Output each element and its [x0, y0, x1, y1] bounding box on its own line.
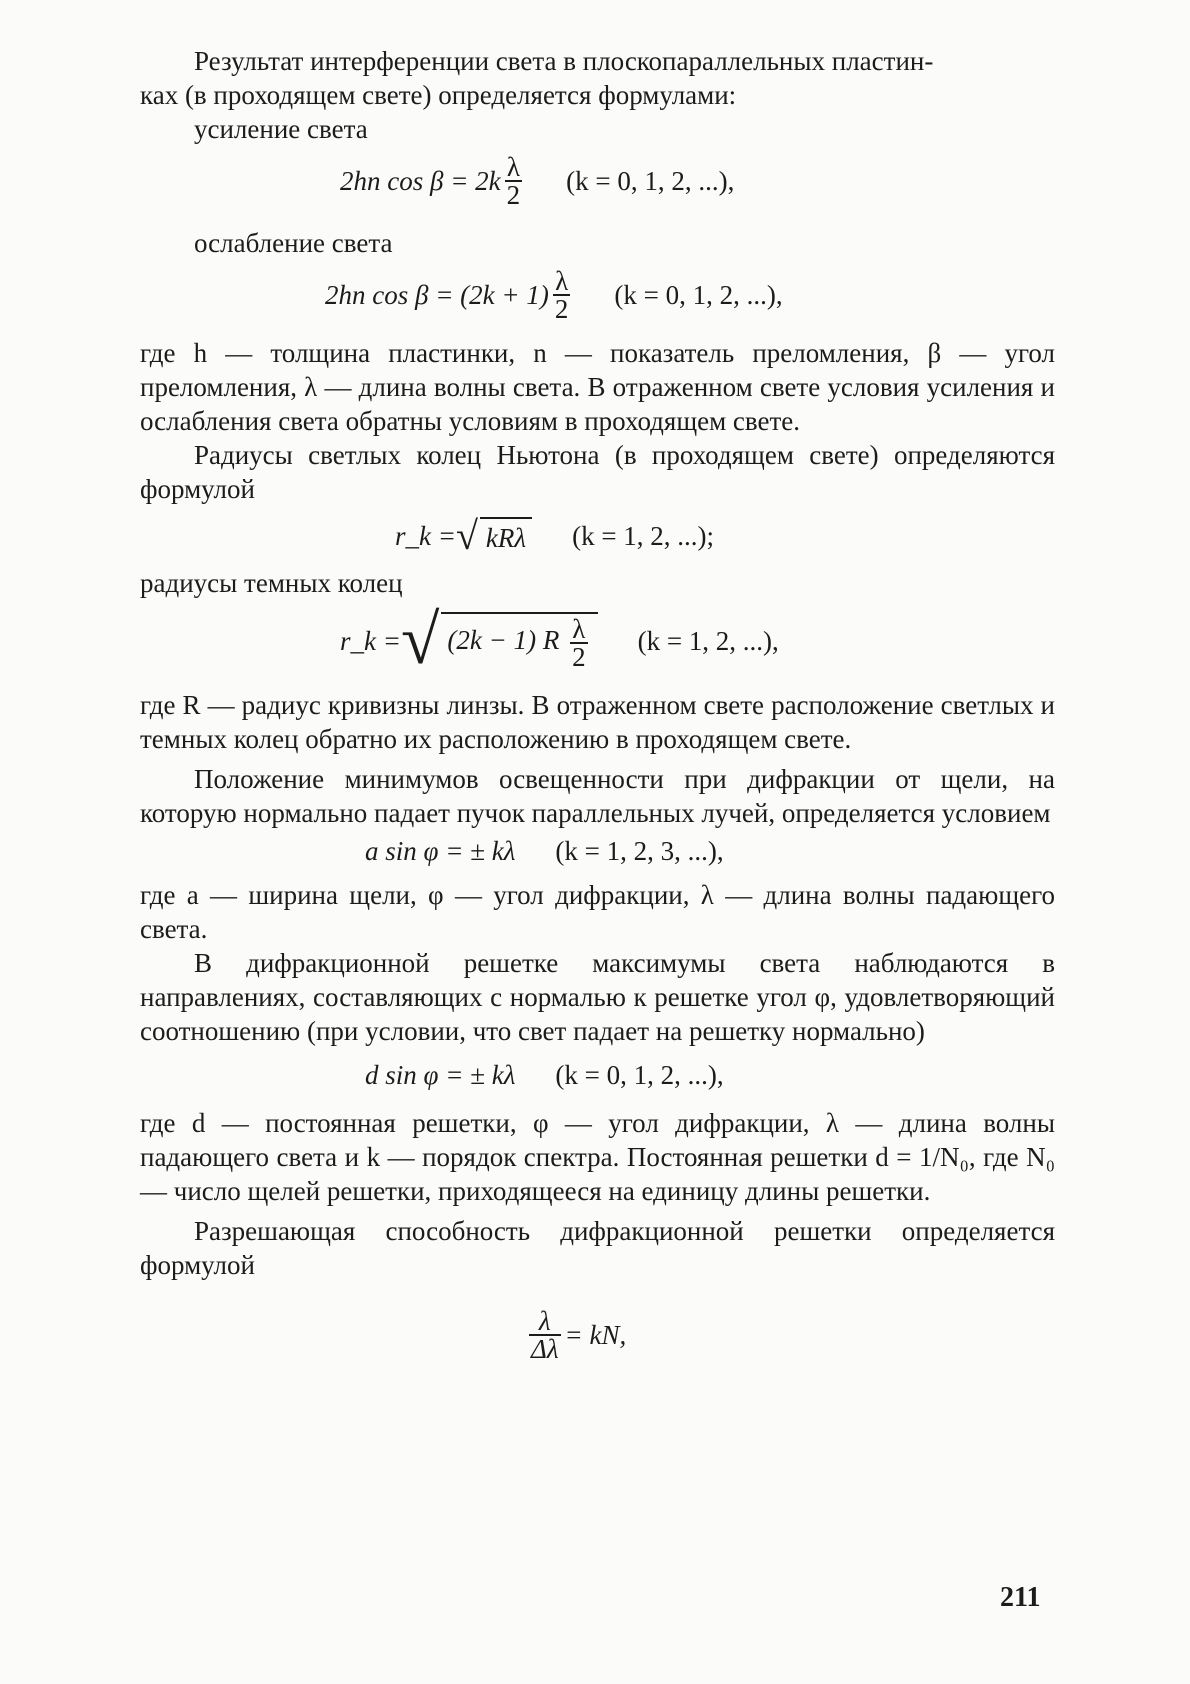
formula-slit [365, 834, 1055, 868]
formula-amplification [340, 154, 1055, 208]
formula-bright-rings [395, 513, 1055, 558]
formula-lhs: 2hn cos β = 2k [340, 166, 501, 196]
radicand [441, 612, 597, 670]
paragraph-slit-minima: Положение минимумов освещенности при дифракции от щели, на которую нормально падает пучок параллельных лучей, определяется условием [140, 764, 1055, 828]
formula-attenuation [325, 268, 1055, 322]
paragraph-resolving-power: Разрешающая способность дифракционной решетки определяется формулой [140, 1216, 1055, 1280]
radicand: kRλ [480, 517, 532, 555]
formula-lhs: r_k = [395, 521, 456, 551]
radical-sign: √ [400, 602, 440, 679]
formula-rhs: = kN, [564, 1320, 627, 1350]
formula-resolution [525, 1308, 1055, 1362]
paragraph-grating-variables: где d — постоянная решетки, φ — угол дифракции, λ — длина волны падающего света и k — порядок спектра. Постоянная решетки d = 1/N₀, где N₀ — число щелей решетки, приходящееся на единицу длины решетки. [140, 1108, 1055, 1206]
paragraph-grating-maxima: В дифракционной решетке максимумы света наблюдаются в направлениях, составляющих с нормалью к решетке угол φ, удовлетворяющий соотношению (при условии, что свет падает на решетку нормально) [140, 948, 1055, 1046]
radicand-term: (2k − 1) R [447, 625, 560, 656]
page-body [140, 44, 1055, 1362]
intro-paragraph [140, 44, 1055, 112]
paragraph-lens-radius: где R — радиус кривизны линзы. В отраженном свете расположение светлых и темных колец обратно их расположению в проходящем свете. [140, 690, 1055, 754]
fraction [570, 616, 588, 670]
attenuation-label: ослабление света [194, 228, 393, 258]
fraction-numerator: λ [572, 614, 586, 644]
paragraph-slit-variables: где a — ширина щели, φ — угол дифракции, λ — длина волны падающего света. [140, 880, 1055, 944]
formula-lhs: a sin φ = ± kλ [365, 836, 516, 866]
amplification-label: усиление света [194, 114, 368, 144]
fraction-denominator: 2 [554, 294, 569, 324]
fraction-denominator: 2 [572, 642, 586, 672]
radical-sign: √ [455, 513, 478, 558]
formula-lhs: 2hn cos β = (2k + 1) [325, 280, 549, 310]
formula-dark-rings [340, 602, 1055, 679]
formula-lhs: r_k = [340, 626, 401, 656]
formula-condition: (k = 0, 1, 2, ...), [614, 280, 783, 310]
fraction-numerator: λ [555, 266, 569, 296]
intro-line-1: Результат интерференции света в плоскопараллельных пластин- [194, 46, 934, 76]
formula-condition: (k = 0, 1, 2, ...), [566, 166, 735, 196]
fraction-numerator: λ [538, 1306, 551, 1336]
page-number: 211 [1000, 1582, 1041, 1613]
fraction [529, 1308, 561, 1362]
formula-lhs: d sin φ = ± kλ [365, 1060, 516, 1090]
formula-condition: (k = 1, 2, ...); [572, 521, 715, 551]
fraction-numerator: λ [506, 152, 520, 182]
formula-grating [365, 1058, 1055, 1092]
paragraph-variables: где h — толщина пластинки, n — показатель преломления, β — угол преломления, λ — длина волны света. В отраженном свете условия усиления и ослабления света обратны условиям в проходящем свете. [140, 338, 1055, 436]
formula-condition: (k = 1, 2, 3, ...), [555, 836, 724, 866]
intro-line-2: ках (в проходящем свете) определяется формулами: [140, 80, 737, 110]
fraction [505, 154, 523, 208]
fraction-denominator: Δλ [531, 1334, 559, 1364]
formula-condition: (k = 0, 1, 2, ...), [555, 1060, 724, 1090]
square-root [455, 513, 532, 558]
square-root [400, 602, 598, 679]
paragraph-newton-rings: Радиусы светлых колец Ньютона (в проходящем свете) определяются формулой [140, 440, 1055, 504]
fraction-denominator: 2 [506, 180, 521, 210]
dark-rings-label: радиусы темных колец [140, 568, 403, 598]
fraction [553, 268, 571, 322]
formula-condition: (k = 1, 2, ...), [637, 626, 779, 656]
